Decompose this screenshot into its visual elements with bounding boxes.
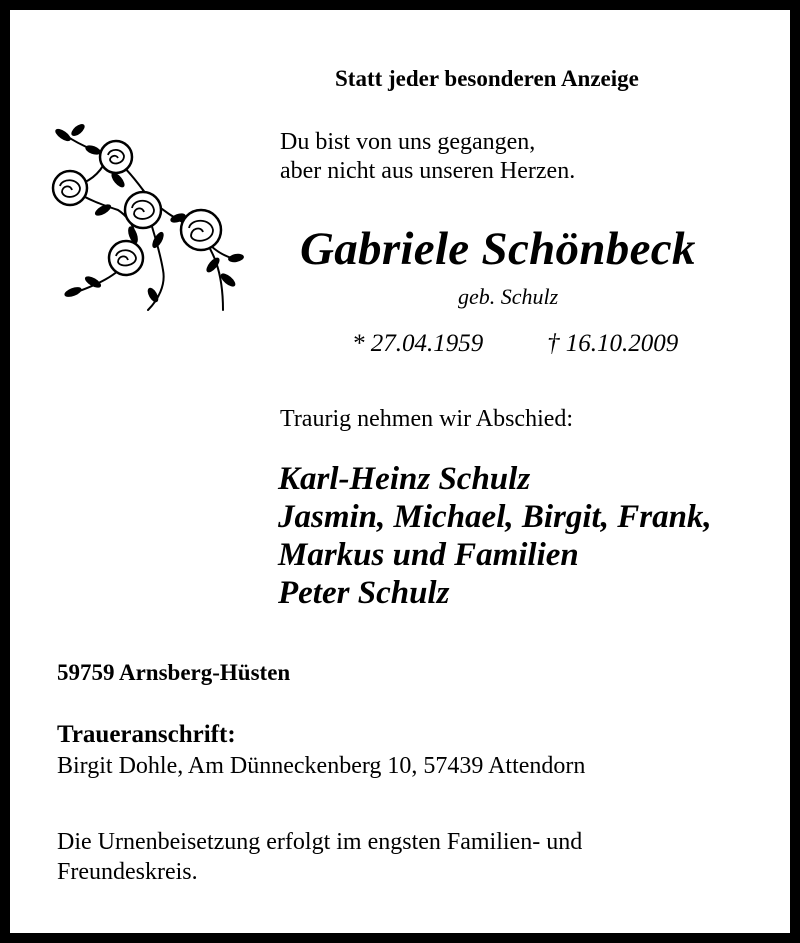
birth-date: * 27.04.1959 xyxy=(352,330,484,357)
verse-line: aber nicht aus unseren Herzen. xyxy=(280,158,576,184)
verse-line: Du bist von uns gegangen, xyxy=(280,129,536,155)
mourning-address: Birgit Dohle, Am Dünneckenberg 10, 57439 Attendorn xyxy=(57,753,586,779)
mourners-list xyxy=(278,460,712,612)
burial-note xyxy=(57,827,582,887)
mourner-line: Peter Schulz xyxy=(278,575,450,611)
deceased-name: Gabriele Schönbeck xyxy=(300,223,696,275)
address-label: Traueranschrift: xyxy=(57,721,236,748)
verse xyxy=(280,128,575,186)
roses-illustration-icon xyxy=(48,110,248,315)
city-line: 59759 Arnsberg-Hüsten xyxy=(57,660,291,685)
burial-note-line: Freundeskreis. xyxy=(57,859,198,885)
mourner-line: Markus und Familien xyxy=(278,537,579,573)
farewell-line: Traurig nehmen wir Abschied: xyxy=(280,406,574,432)
maiden-name: geb. Schulz xyxy=(458,284,559,309)
burial-note-line: Die Urnenbeisetzung erfolgt im engsten Familien- und xyxy=(57,829,583,855)
notice-header: Statt jeder besonderen Anzeige xyxy=(335,66,639,91)
death-date: † 16.10.2009 xyxy=(547,330,679,357)
mourner-line: Karl-Heinz Schulz xyxy=(278,461,531,497)
mourner-line: Jasmin, Michael, Birgit, Frank, xyxy=(278,499,712,535)
